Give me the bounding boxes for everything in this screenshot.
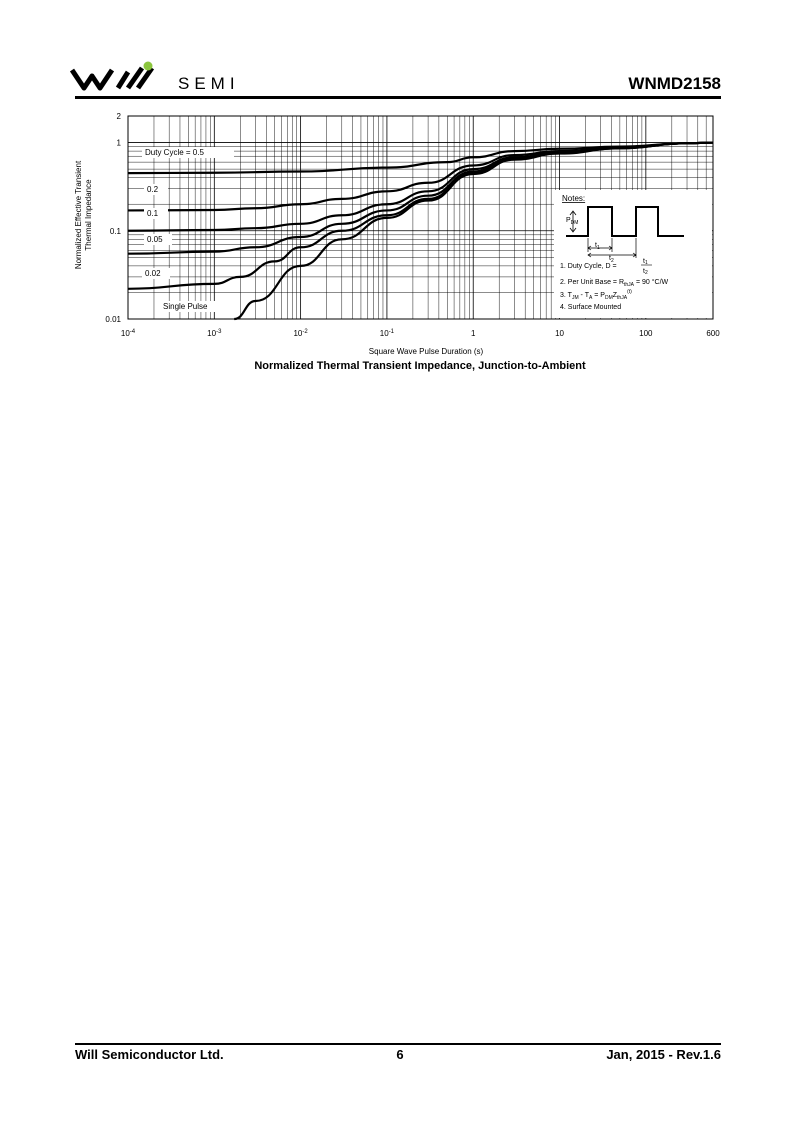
x-tick-label: $10^{-3}$ [207, 329, 222, 338]
footer-rule [75, 1043, 721, 1045]
footer-page-number: 6 [396, 1047, 404, 1062]
pdm-label: $P_{DM}$ [566, 217, 579, 226]
series-label: 0.05 [147, 235, 163, 244]
y-tick-label: 2 [116, 112, 121, 121]
note-1-numerator: t1 [643, 258, 648, 266]
x-tick-label: $10^{-4}$ [120, 329, 136, 338]
x-tick-label: $10^{-2}$ [293, 329, 308, 338]
notes-title: Notes: [562, 194, 586, 203]
y-tick-label: 0.1 [109, 226, 121, 236]
footer-company: Will Semiconductor Ltd. [75, 1047, 224, 1062]
part-number: WNMD2158 [628, 74, 721, 93]
logo-text: SEMI [178, 74, 240, 93]
series-label: 0.02 [145, 269, 161, 278]
series-label: Single Pulse [163, 302, 208, 311]
y-tick-label: 1 [116, 138, 121, 148]
x-tick-label: $10^{-1}$ [379, 329, 395, 338]
note-3: 3. $T_{JM} - T_A = P_{DM}Z_{thJA}^{(t)}$ [560, 289, 632, 301]
x-axis-label: Square Wave Pulse Duration (s) [368, 347, 484, 356]
y-axis-label-line2: Thermal Impedance [84, 179, 93, 251]
note-1-denominator: t2 [643, 268, 648, 276]
x-tick-label: 1 [471, 329, 476, 338]
thermal-impedance-chart [0, 0, 800, 360]
chart-caption: Normalized Thermal Transient Impedance, Junction-to-Ambient [254, 360, 586, 372]
y-tick-labels [105, 112, 121, 324]
y-axis-label-line1: Normalized Effective Transient [74, 160, 83, 270]
footer-revision: Jan, 2015 - Rev.1.6 [606, 1047, 721, 1062]
x-tick-label: 600 [706, 329, 720, 338]
x-tick-labels [121, 329, 720, 338]
t1-label: $t_1$ [595, 242, 600, 251]
series-label: Duty Cycle = 0.5 [145, 148, 204, 157]
x-tick-label: 100 [639, 329, 653, 338]
note-2: 2. Per Unit Base = $R_{thJA} = 90$ °C/W [560, 279, 669, 288]
series-label: 0.1 [147, 209, 159, 218]
t2-label: $t_2$ [609, 255, 614, 264]
note-4: 4. Surface Mounted [560, 304, 622, 311]
notes-box [554, 190, 712, 318]
x-tick-label: 10 [555, 329, 564, 338]
series-label: 0.2 [147, 185, 159, 194]
note-1: 1. Duty Cycle, D = [560, 263, 617, 270]
y-tick-label: 0.01 [105, 315, 121, 324]
